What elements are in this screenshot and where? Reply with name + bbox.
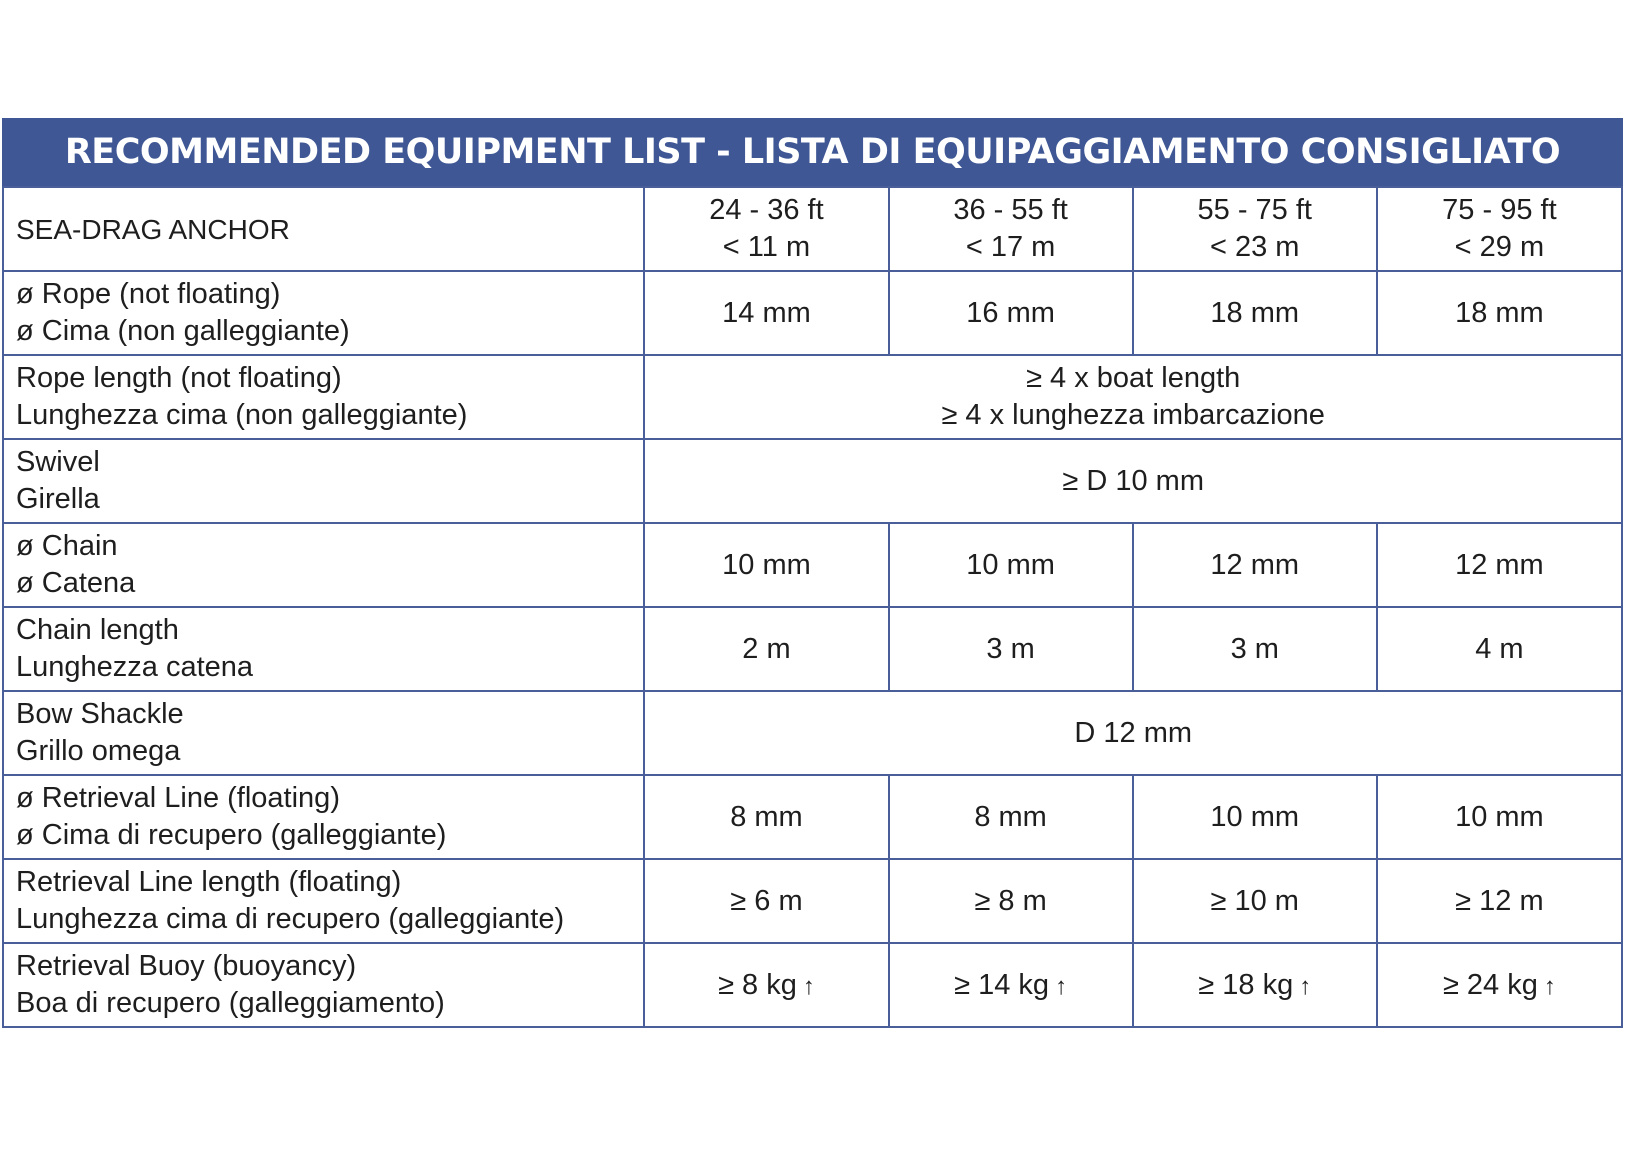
value-cell: ≥ 6 m — [644, 859, 888, 943]
row-label — [3, 859, 644, 943]
buoy-value: ≥ 18 kg — [1198, 968, 1294, 1001]
header-col-m: < 23 m — [1210, 231, 1300, 263]
header-col-ft: 55 - 75 ft — [1197, 194, 1312, 226]
value-cell: 8 mm — [889, 775, 1133, 859]
value-cell: 18 mm — [1377, 271, 1622, 355]
value-cell: 10 mm — [644, 523, 888, 607]
table-row-rope-diameter — [3, 271, 1622, 355]
value-cell — [1133, 943, 1377, 1027]
table-row-bow-shackle — [3, 691, 1622, 775]
table-row-rope-length — [3, 355, 1622, 439]
row-label-it: Lunghezza cima (non galleggiante) — [16, 399, 468, 431]
value-cell: 2 m — [644, 607, 888, 691]
header-col-ft: 24 - 36 ft — [709, 194, 824, 226]
arrow-up-icon: ↑ — [1543, 972, 1556, 1000]
row-label-en: ø Retrieval Line (floating) — [16, 782, 340, 814]
row-label — [3, 355, 644, 439]
row-label — [3, 607, 644, 691]
value-en: ≥ 4 x boat length — [1026, 362, 1241, 394]
buoy-value: ≥ 14 kg — [954, 968, 1050, 1001]
value-cell: ≥ 12 m — [1377, 859, 1622, 943]
buoy-value: ≥ 24 kg — [1442, 968, 1538, 1001]
row-label — [3, 271, 644, 355]
arrow-up-icon: ↑ — [802, 972, 815, 1000]
row-label — [3, 523, 644, 607]
value-cell-merged — [644, 355, 1622, 439]
buoy-value: ≥ 8 kg — [718, 968, 797, 1001]
arrow-up-icon: ↑ — [1055, 972, 1068, 1000]
row-label-en: ø Rope (not floating) — [16, 278, 281, 310]
row-label — [3, 439, 644, 523]
value-cell: ≥ 10 m — [1133, 859, 1377, 943]
row-label-it: Lunghezza catena — [16, 651, 254, 683]
value-cell: 10 mm — [1377, 775, 1622, 859]
table-row-retrieval-line-length — [3, 859, 1622, 943]
value-cell — [1377, 943, 1622, 1027]
value-cell-merged: ≥ D 10 mm — [644, 439, 1622, 523]
row-label-en: Rope length (not floating) — [16, 362, 342, 394]
value-cell: 12 mm — [1377, 523, 1622, 607]
value-cell: 10 mm — [1133, 775, 1377, 859]
row-label — [3, 691, 644, 775]
header-col-m: < 11 m — [722, 231, 811, 263]
arrow-up-icon: ↑ — [1299, 972, 1312, 1000]
table-header-row — [3, 187, 1622, 271]
value-cell: 10 mm — [889, 523, 1133, 607]
table-row-retrieval-line-diameter — [3, 775, 1622, 859]
equipment-list — [2, 118, 1623, 1028]
table-row-chain-diameter — [3, 523, 1622, 607]
value-cell: 14 mm — [644, 271, 888, 355]
row-label-it: Girella — [16, 483, 100, 515]
row-label — [3, 775, 644, 859]
value-cell-merged: D 12 mm — [644, 691, 1622, 775]
page-title: RECOMMENDED EQUIPMENT LIST - LISTA DI EQUIPAGGIAMENTO CONSIGLIATO — [2, 118, 1623, 186]
row-label-it: Boa di recupero (galleggiamento) — [16, 987, 445, 1019]
row-label-it: ø Cima (non galleggiante) — [16, 315, 350, 347]
row-label-it: ø Cima di recupero (galleggiante) — [16, 819, 447, 851]
value-cell: 3 m — [1133, 607, 1377, 691]
equipment-table — [2, 186, 1623, 1028]
row-label-en: Bow Shackle — [16, 698, 184, 730]
table-row-chain-length — [3, 607, 1622, 691]
value-cell: 4 m — [1377, 607, 1622, 691]
value-cell: 16 mm — [889, 271, 1133, 355]
row-label — [3, 943, 644, 1027]
header-col-m: < 17 m — [965, 231, 1056, 263]
value-cell: 3 m — [889, 607, 1133, 691]
row-label-en: Chain length — [16, 614, 179, 646]
header-col-3 — [1133, 187, 1377, 271]
row-label-en: Swivel — [16, 446, 100, 478]
table-row-retrieval-buoy — [3, 943, 1622, 1027]
header-col-ft: 36 - 55 ft — [953, 194, 1068, 226]
header-col-1 — [644, 187, 888, 271]
row-label-en: Retrieval Buoy (buoyancy) — [16, 950, 357, 982]
header-col-4 — [1377, 187, 1622, 271]
header-label-cell — [3, 187, 644, 271]
value-cell: 18 mm — [1133, 271, 1377, 355]
value-cell — [889, 943, 1133, 1027]
row-label-it: ø Catena — [16, 567, 136, 599]
table-row-swivel — [3, 439, 1622, 523]
value-it: ≥ 4 x lunghezza imbarcazione — [941, 399, 1325, 431]
header-col-m: < 29 m — [1454, 231, 1545, 263]
value-cell: 8 mm — [644, 775, 888, 859]
row-label-en: Retrieval Line length (floating) — [16, 866, 402, 898]
row-label-it: Lunghezza cima di recupero (galleggiante) — [16, 903, 565, 935]
value-cell — [644, 943, 888, 1027]
row-label-it: Grillo omega — [16, 735, 181, 767]
header-label: SEA-DRAG ANCHOR — [16, 213, 290, 245]
value-cell: ≥ 8 m — [889, 859, 1133, 943]
header-col-ft: 75 - 95 ft — [1442, 194, 1557, 226]
header-col-2 — [889, 187, 1133, 271]
row-label-en: ø Chain — [16, 530, 118, 562]
value-cell: 12 mm — [1133, 523, 1377, 607]
